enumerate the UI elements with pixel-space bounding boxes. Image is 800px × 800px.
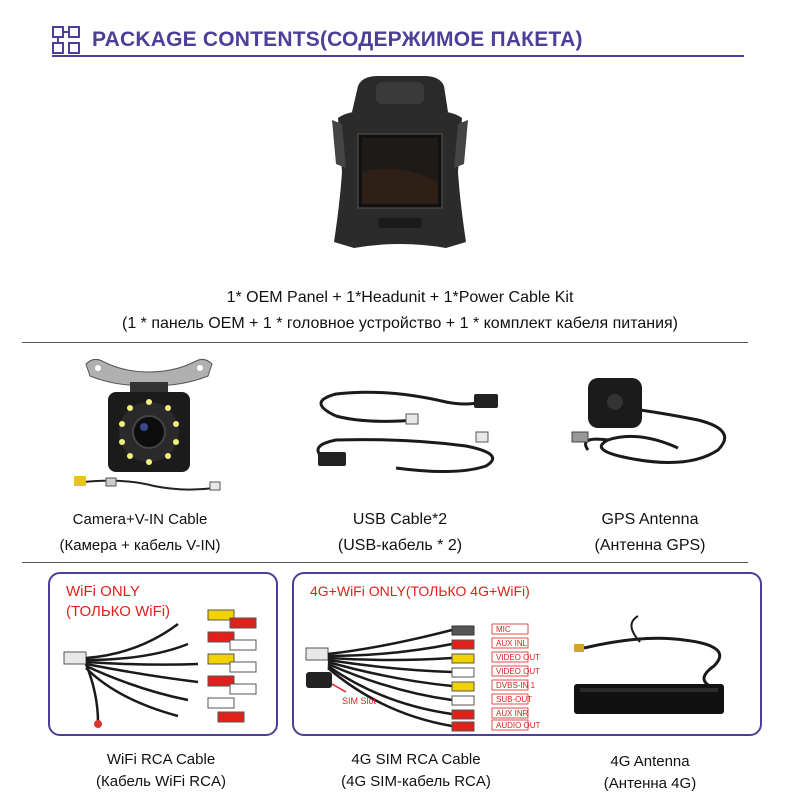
divider: [22, 342, 748, 343]
g4-antenna-caption-en: 4G Antenna: [610, 753, 690, 770]
camera-image: [64, 352, 234, 502]
gps-antenna-image: [568, 370, 748, 490]
g4-sim-rca-cable-image: [302, 608, 552, 732]
wifi-rca-cable-image: [58, 604, 268, 732]
connector-label: SUB-OUT: [496, 695, 532, 704]
connector-label: VIDEO OUT: [496, 653, 541, 662]
gps-caption-ru: (Антенна GPS): [594, 537, 706, 554]
g4-wifi-only-label: 4G+WiFi ONLY(ТОЛЬКО 4G+WiFi): [310, 583, 530, 599]
connector-label: AUX INR: [496, 709, 529, 718]
wifi-only-label-ru: (ТОЛЬКО WiFi): [66, 603, 171, 620]
header-underline: [52, 55, 744, 57]
camera-caption-en: Camera+V-IN Cable: [72, 511, 208, 528]
connector-label: AUDIO OUT: [496, 721, 541, 730]
camera-caption-ru: (Камера + кабель V-IN): [59, 537, 221, 554]
g4-rca-caption-en: 4G SIM RCA Cable: [351, 751, 481, 768]
connector-labels: [492, 624, 541, 730]
divider: [22, 562, 748, 563]
wifi-only-box: [48, 572, 278, 736]
usb-cable-image: [306, 380, 506, 480]
package-contents-header: [52, 22, 752, 58]
sim-slot-arrow: [332, 684, 346, 692]
g4-rca-caption-ru: (4G SIM-кабель RCA): [341, 773, 491, 790]
wifi-only-label: WiFi ONLY: [66, 583, 140, 600]
sim-slot-label: SIM Slot: [342, 696, 377, 706]
usb-caption-en: USB Cable*2: [352, 511, 448, 528]
g4-wifi-only-box: [292, 572, 762, 736]
connector-label: VIDEO OUT: [496, 667, 541, 676]
wifi-rca-caption-en: WiFi RCA Cable: [106, 751, 216, 768]
g4-antenna-image: [564, 614, 754, 724]
oem-panel-image: [318, 72, 482, 252]
oem-panel-caption-en: 1* OEM Panel + 1*Headunit + 1*Power Cable Kit: [226, 289, 574, 306]
wifi-rca-caption-ru: (Кабель WiFi RCA): [96, 773, 226, 790]
gps-caption-en: GPS Antenna: [601, 511, 699, 528]
package-grid-icon: [52, 26, 82, 56]
g4-antenna-caption-ru: (Антенна 4G): [603, 775, 697, 792]
connector-label: AUX INL: [496, 639, 528, 648]
connector-label: MIC: [496, 625, 511, 634]
connector-label: DVBS-IN 1: [496, 681, 536, 690]
page-title: PACKAGE CONTENTS(СОДЕРЖИМОЕ ПАКЕТА): [92, 28, 583, 51]
oem-panel-caption-ru: (1 * панель OEM + 1 * головное устройство + 1 * комплект кабеля питания): [121, 315, 678, 332]
usb-caption-ru: (USB-кабель * 2): [337, 537, 463, 554]
